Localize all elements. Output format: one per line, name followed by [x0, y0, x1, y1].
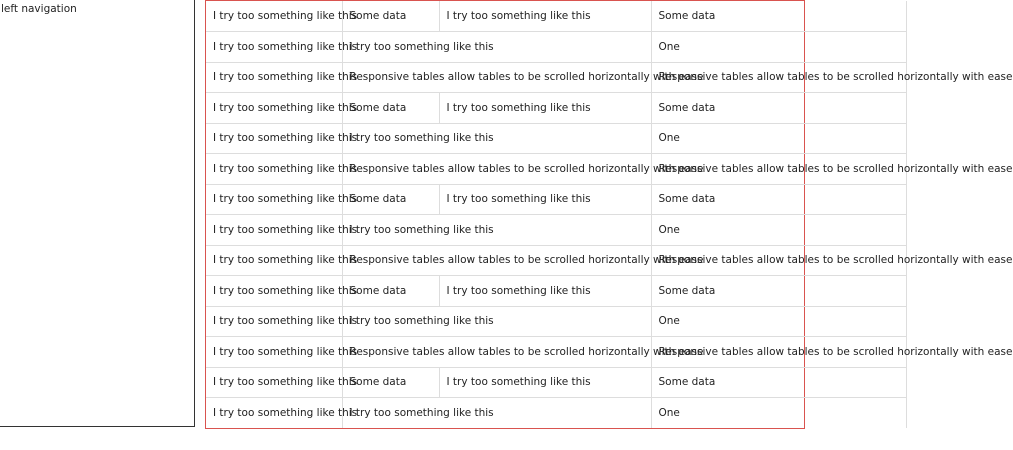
table-row	[206, 154, 906, 185]
table-cell: One	[651, 123, 906, 154]
table-cell: Responsive tables allow tables to be scrolled horizontally with ease	[651, 245, 906, 276]
table-cell: I try too something like this	[206, 337, 342, 368]
table-cell: I try too something like this	[342, 32, 651, 63]
table-cell: One	[651, 306, 906, 337]
table-row	[206, 32, 906, 63]
table-row	[206, 215, 906, 246]
table-cell: I try too something like this	[439, 184, 651, 215]
table-row	[206, 93, 906, 124]
table-cell: Responsive tables allow tables to be scrolled horizontally with ease	[342, 337, 651, 368]
table-row	[206, 306, 906, 337]
table-row	[206, 367, 906, 398]
table-cell: I try too something like this	[206, 1, 342, 32]
table-cell: I try too something like this	[342, 306, 651, 337]
table-row	[206, 62, 906, 93]
table-row	[206, 123, 906, 154]
table-cell: I try too something like this	[439, 1, 651, 32]
table-cell: One	[651, 398, 906, 429]
table-cell: Responsive tables allow tables to be scrolled horizontally with ease	[651, 154, 906, 185]
table-cell: Some data	[651, 93, 906, 124]
table-cell: I try too something like this	[206, 367, 342, 398]
table-cell: Responsive tables allow tables to be scrolled horizontally with ease	[342, 62, 651, 93]
table-cell: I try too something like this	[206, 154, 342, 185]
table-cell: I try too something like this	[206, 245, 342, 276]
left-navigation[interactable]	[0, 0, 195, 427]
table-cell: I try too something like this	[206, 398, 342, 429]
table-row	[206, 184, 906, 215]
table-cell: I try too something like this	[439, 276, 651, 307]
table-cell: One	[651, 32, 906, 63]
table-cell: Some data	[651, 367, 906, 398]
table-cell: I try too something like this	[439, 367, 651, 398]
table-cell: I try too something like this	[206, 62, 342, 93]
table-cell: I try too something like this	[439, 93, 651, 124]
table-cell: Responsive tables allow tables to be scrolled horizontally with ease	[651, 62, 906, 93]
table-cell: One	[651, 215, 906, 246]
table-body	[206, 1, 1013, 428]
table-cell: Some data	[342, 93, 439, 124]
table-cell: I try too something like this	[342, 215, 651, 246]
table-cell: I try too something like this	[206, 93, 342, 124]
table-cell: Some data	[651, 184, 906, 215]
table-row	[206, 337, 906, 368]
table-cell: Some data	[342, 276, 439, 307]
table-cell: Some data	[342, 1, 439, 32]
table-cell: Some data	[342, 367, 439, 398]
left-navigation-label: left navigation	[1, 3, 77, 15]
table-cell: I try too something like this	[206, 184, 342, 215]
table-cell: Responsive tables allow tables to be scrolled horizontally with ease	[342, 245, 651, 276]
table-cell: I try too something like this	[206, 32, 342, 63]
table-cell: I try too something like this	[206, 123, 342, 154]
table-row	[206, 398, 906, 429]
table-cell: I try too something like this	[342, 398, 651, 429]
table-cell: Some data	[342, 184, 439, 215]
table-cell: I try too something like this	[342, 123, 651, 154]
table-cell: Some data	[651, 276, 906, 307]
responsive-table-container[interactable]	[205, 0, 1013, 429]
table-row	[206, 245, 906, 276]
table-cell: I try too something like this	[206, 276, 342, 307]
table-row	[206, 276, 906, 307]
table-row	[206, 1, 906, 32]
table-cell: I try too something like this	[206, 215, 342, 246]
table-cell: I try too something like this	[206, 306, 342, 337]
table-cell: Some data	[651, 1, 906, 32]
table-cell: Responsive tables allow tables to be scrolled horizontally with ease	[342, 154, 651, 185]
table-cell: Responsive tables allow tables to be scrolled horizontally with ease	[651, 337, 906, 368]
data-table	[206, 1, 1013, 428]
